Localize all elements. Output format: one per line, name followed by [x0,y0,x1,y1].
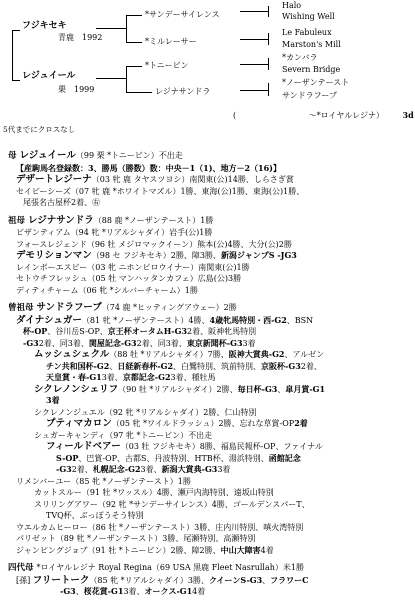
record-text: 、 [109,361,118,371]
ancestor-g3-8: サンドラフーブ [282,91,337,100]
record-text: 札幌記念-G2 [92,464,141,474]
record-line [8,487,413,499]
record-text: シュガーキャンディ（97 牝 *トニービン）不出走 [34,430,213,440]
record-text: 天皇賞・春-G1 [46,372,102,382]
record-text: 、巴賞-OP、古都S、丹波特別、HTB杯、湯浜特別、 [78,453,269,463]
record-line [8,349,413,361]
record-text: オークス-G1 [144,586,193,596]
record-text: 東京新聞杯-G3 [186,337,243,348]
record-text: 3着、 [123,587,145,596]
sire-name: フジキセキ [22,21,67,31]
dam-detail: 栗 1999 [58,85,95,94]
inbreeding-note: 5代までにクロスなし [3,125,76,134]
horse-name: フィールドベアー [46,441,121,452]
bracket-line [126,92,152,93]
horse-name: ダイナシュガー [16,314,82,326]
record-text: 新潟大賞典-G3 [161,464,218,474]
record-text: カットスルー（91 牡 *ワッスル）4勝、瀬戸内海特別、遠坂山特別 [34,488,274,497]
record-text: レインボーエスビー（03 牝 ニホンピロウイナー）南関東(公)1勝 [16,262,250,272]
record-line [8,174,413,186]
record-line [8,239,413,251]
record-text: 、 [277,384,286,394]
record-line [8,384,413,396]
record-text: 2着、同3着、 [38,338,89,348]
record-text: ウエルカムヒーロー（86 牡 *ノーザンテースト）3勝、庄内川特別、嗔火湾特別 [16,522,304,532]
bracket-line [240,90,268,91]
bracket-line [126,15,127,42]
record-text: 尾張名古屋杯2着、㊨ [23,198,101,207]
record-line [8,464,413,476]
record-text: 、アルゼン [284,350,325,359]
record-text: 4着 [260,545,274,555]
record-text: （88 牡 *リアルシャダイ）7勝、 [109,350,229,359]
section-heading: 母 [8,151,20,161]
record-text: 、BSN [286,315,314,325]
record-line [8,533,413,545]
ancestor-reference: 〜*ロイヤルレジナ） [308,111,384,120]
bracket-line [12,30,20,31]
record-text: 京都記念-G2 [122,372,171,382]
record-line [8,453,413,465]
record-text: シクレノンジュエル（92 牝 *リアルシャダイ）2勝、仁山特別 [34,407,257,417]
sire-dam: *ミルレーサー [145,37,197,46]
horse-name: フリートーク [32,574,90,586]
record-text: -G3 [60,586,76,596]
record-text: 皐月賞-G1 [285,383,326,394]
record-text: 4着 [192,587,206,596]
bracket-line [126,66,127,92]
ancestor-g3-3: Le Fabuleux [282,28,332,37]
record-text: 、 [75,587,84,596]
section-heading: 四代母 [8,563,37,573]
record-text: -G3 [23,337,39,348]
record-line [8,499,413,511]
record-text: ディティチャーム（06 牝 *シルバーチャーム）1勝 [16,285,198,295]
record-text: 函館記念 [268,452,301,463]
family-number: 3d [402,110,414,120]
record-line [8,418,413,430]
record-line [8,215,413,228]
bracket-line [126,66,142,67]
bracket-line [268,33,269,45]
record-text: 京王杯オータムH-G3 [107,326,188,336]
record-text: -G3 [56,464,72,474]
record-line [8,315,413,327]
record-text: 関屋記念-G3 [88,337,137,348]
record-text: 4歳牝馬特別・西-G2 [209,314,287,325]
bracket-line [268,83,269,96]
ancestor-g3-6: Severn Bridge [282,65,341,74]
record-line [8,250,413,262]
record-line [8,262,413,274]
sire-detail: 青鹿 1992 [58,33,103,42]
record-text: 2着、阪神牝馬特別 [187,327,257,336]
horse-name: レジナサンドラ [27,214,94,226]
record-line [8,545,413,557]
record-text: 3着 [46,395,60,405]
horse-name: シクレノンシェリフ [34,383,119,395]
record-text: ビザンティアム（94 牝 *リアルシャダイ）岩手(公)1勝 [16,228,213,237]
record-text: [孫] [16,575,33,585]
record-line [8,338,413,350]
record-line [8,441,413,453]
record-text: 阪神大賞典-G2 [228,349,285,359]
record-line [8,163,413,175]
record-text: 、谷川岳S-OP、 [47,327,108,336]
record-line [8,197,413,209]
family-reference [233,110,414,121]
record-line [8,285,413,297]
bracket-line [268,58,269,70]
record-text: （88 鹿 *ノーザンテースト）1勝 [93,215,214,225]
record-text: ジャンピングジョブ（91 牡 *トニービン）2勝、障2勝、 [16,545,221,555]
section-heading: 曾祖母 [8,303,37,313]
record-text: （03 牡 フジキセキ）8勝、福島民報杯-OP、ファイナル [120,442,323,451]
record-text: 3着、種牡馬 [170,373,216,382]
bracket-line [240,11,268,12]
horse-name: デザートレジーナ [16,174,92,185]
record-line [8,476,413,488]
horse-name: レジュイール [19,150,76,161]
record-text: 3着、 [140,465,162,474]
record-text: セイビーシーズ（07 牝 鹿 *ホワイトマズル）1勝、東海(公)1勝、東海(公)1勝、 [16,186,305,196]
bracket-line [12,80,20,81]
ancestor-g3-7: *ノーザンテースト [282,78,350,87]
bracket-line [126,15,142,16]
record-text: 杯-OP [23,326,48,336]
record-text: 2着、同3着、 [136,338,187,348]
record-text: （90 牡 *リアルシャダイ）2勝、 [118,384,238,394]
record-line [8,407,413,419]
record-text: クイーンS-G3 [208,574,263,585]
record-text: TVQ杯、ぶっぽうそう特別 [46,511,144,520]
record-text: 2着、 [71,465,93,474]
record-text: 毎日杯-G3 [237,383,278,394]
record-text: *ロイヤルレジナ Royal Regina（69 USA 黒鹿 Fleet Nasrullah）米1勝 [36,563,305,572]
record-text: （81 牝 *ノーザンテースト）4勝、 [81,315,210,325]
record-text: フラワーC [270,574,309,585]
record-line [8,227,413,239]
record-text: パリゼット（89 牝 *ノーザンテースト）3勝、尾瀬特別、高瀬特別 [16,534,256,543]
bracket-line [96,28,126,29]
record-text: S-OP [56,452,79,463]
bracket-line [240,64,268,65]
record-text: チン共和国杯-G2 [46,360,110,371]
horse-name: デモリションマン [16,250,92,261]
ancestor-g3-2: Wishing Well [282,12,335,21]
record-text: 2着 [294,418,308,428]
record-text: （98 セ フジキセキ）2勝、障3勝、 [91,251,221,260]
bracket-line [126,42,142,43]
record-text: 3着 [217,465,231,474]
horse-name: ムッシュシェクル [34,349,110,360]
paren-open: ( [233,111,237,120]
family-records [8,150,413,598]
ancestor-g3-4: Marston's Mill [282,40,341,49]
record-line [8,575,413,587]
record-text: 日経新春杯-G2 [117,360,174,371]
record-line [8,302,413,315]
record-text: 2着、 [300,361,322,371]
record-text: 3着 [242,338,256,348]
ancestor-g3-5: *カンバラ [282,53,318,62]
record-text: （03 牝 鹿 タヤスツヨシ）南関東(公)14勝、しらさぎ賞 [91,175,294,184]
bracket-line [268,6,269,17]
record-line [8,562,413,575]
record-line [8,586,413,598]
record-line [8,273,413,285]
record-text: （99 栗 *トニービン）不出走 [75,151,183,160]
record-line [8,326,413,338]
record-line [8,395,413,407]
record-line [8,372,413,384]
dam-sire: *トニービン [145,61,189,70]
sire-sire: *サンデーサイレンス [145,10,220,19]
record-text: 中山大障害 [220,544,261,555]
record-text: （74 鹿 *ヒッティングアウェー）2勝 [101,303,237,312]
record-text: 、 [262,575,271,585]
record-text: スリリングアワー（92 牝 *サンデーサイレンス）4勝、ゴールデンスパーT、 [34,499,310,509]
dam-name: レジュイール [22,71,76,81]
record-line [8,186,413,198]
record-text: リメンバーユー（85 牝 *ノーザンテースト）1勝 [16,476,191,486]
record-line [8,510,413,522]
horse-name: プティマカロン [46,418,112,429]
pedigree-tree [0,0,415,102]
record-line [8,430,413,442]
record-text: （05 牝 *ワイルドラッシュ）2勝、忘れな草賞-OP [111,419,295,428]
bracket-line [12,30,13,80]
bracket-line [240,39,268,40]
record-text: 3着、 [101,373,123,382]
record-line [8,361,413,373]
record-line [8,522,413,534]
record-text: セトウチフレッシュ（05 牡 マンハッタンカフェ）広島(公)3勝 [16,274,242,283]
record-text: 新潟ジャンプS -JG3 [220,250,297,260]
record-text: 桜花賞-G1 [83,586,124,596]
dam-dam: レジナサンドラ [155,87,211,96]
record-text: フォースレジェンド（96 牡 メジロマックイーン）熊本(公)4勝、大分(公)2勝 [16,239,292,249]
record-text: 京阪杯-G3 [261,360,301,371]
bracket-line [96,78,126,79]
ancestor-g3-1: Halo [282,1,302,10]
section-heading: 祖母 [8,215,28,226]
record-text: （85 牝 *リアルシャダイ）3勝、 [89,575,209,585]
horse-name: サンドラフーブ [36,302,102,313]
record-line [8,150,413,163]
record-text: 【産駒馬名登録数：3、勝馬（勝数）数：中央－1（1)、地方－2（16)】 [16,162,281,173]
record-text: 、白鷺特別、筑前特別、 [173,361,262,371]
